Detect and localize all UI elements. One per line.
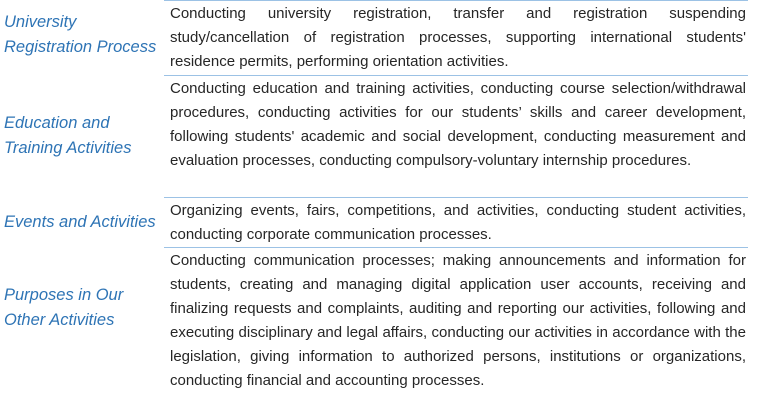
row-label-cell — [0, 75, 160, 197]
table-row — [0, 75, 768, 197]
row-label-cell — [0, 197, 160, 247]
row-description: Organizing events, fairs, competitions, and activities, conducting student activities, conducting corporate communication processes. — [170, 202, 746, 243]
row-label: Education and Training Activities — [4, 114, 132, 157]
row-label-cell — [0, 247, 160, 408]
row-label: University Registration Process — [4, 12, 157, 56]
table-row — [0, 247, 768, 408]
row-description: Conducting communication processes; making announcements and information for students, creating and managing digital application user accounts, receiving and finalizing requests and complaints, auditing and reporting our activities, following and executing disciplinary and legal affairs, conducting our activities in accordance with the legislation, giving information to authorized persons, institutions or organizations, conducting financial and accounting processes. — [170, 252, 746, 389]
row-description: Conducting university registration, transfer and registration suspending study/cancellation of registration processes, supporting international students' residence permits, performing orientation activities. — [170, 5, 746, 70]
row-text-cell — [164, 0, 748, 75]
row-label: Purposes in Our Other Activities — [4, 286, 124, 329]
row-text-cell — [164, 247, 748, 408]
row-text-cell — [164, 197, 748, 247]
row-label-cell — [0, 0, 160, 75]
row-text-cell — [164, 75, 748, 197]
row-label: Events and Activities — [4, 212, 156, 231]
table-row — [0, 0, 768, 75]
row-description: Conducting education and training activities, conducting course selection/withdrawal procedures, conducting activities for our students’ skills and career development, following students' academic and social development, conducting measurement and evaluation processes, conducting compulsory-voluntary internship procedures. — [170, 80, 746, 169]
table-row — [0, 197, 768, 247]
